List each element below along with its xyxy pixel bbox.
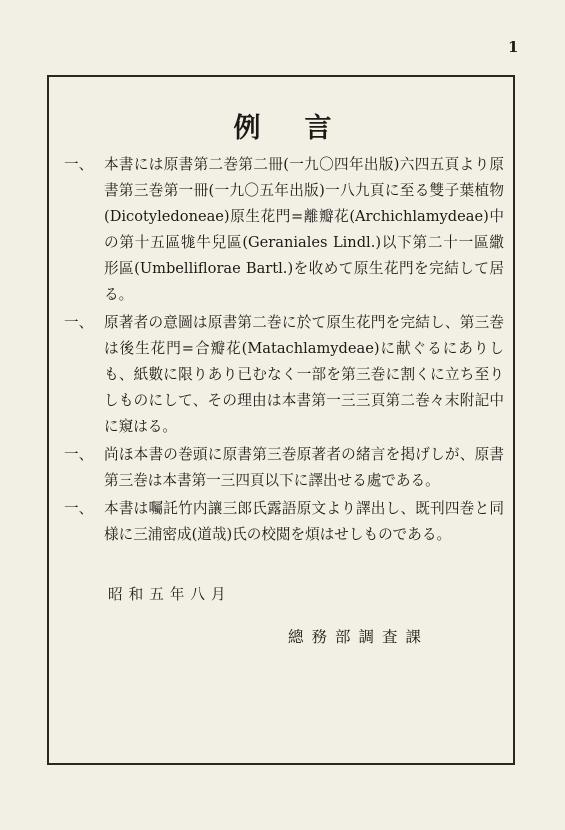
preface-item-3 [64,442,504,494]
page-title: 例言 [233,113,376,144]
page-number: 1 [508,38,519,56]
item-text: 本書は囑託竹内讓三郎氏露語原文より譯出し、既刊四巻と同様に三浦密成(道哉)氏の校閲を煩はせしものである。 [104,500,504,543]
item-marker: 一、 [64,446,94,463]
item-marker: 一、 [64,500,94,517]
item-marker: 一、 [64,156,94,173]
signature: 總務部調査課 [288,628,430,646]
preface-item-2 [64,310,504,440]
item-text: 尚ほ本書の巻頭に原書第三巻原著者の緒言を掲げしが、原書第三巻は本書第一三四頁以下に譯出せる處である。 [104,446,504,489]
item-text: 原著者の意圖は原書第二巻に於て原生花門を完結し、第三巻は後生花門=合瓣花(Matachlamydeae)に献ぐるにありしも、紙數に限りあり已むなく一部を第三巻に割くに立ち至りしものにして、その理由は本書第一三三頁第二巻々末附記中に窺はる。 [104,314,504,435]
item-marker: 一、 [64,314,94,331]
preface-item-4 [64,496,504,548]
preface-items [64,152,504,550]
date: 昭和五年八月 [108,586,232,603]
item-text: 本書には原書第二巻第二冊(一九〇四年出版)六四五頁より原書第三巻第一冊(一九〇五年出版)一八九頁に至る雙子葉植物(Dicotyledoneae)原生花門=離瓣花(Archichlamydeae)中の第十五區牻牛兒區(Geraniales Lindl.)以下第二十一區繖形區(Umbelliflorae Bartl.)を收めて原生花門を完結して居る。 [104,156,504,303]
preface-item-1 [64,152,504,308]
